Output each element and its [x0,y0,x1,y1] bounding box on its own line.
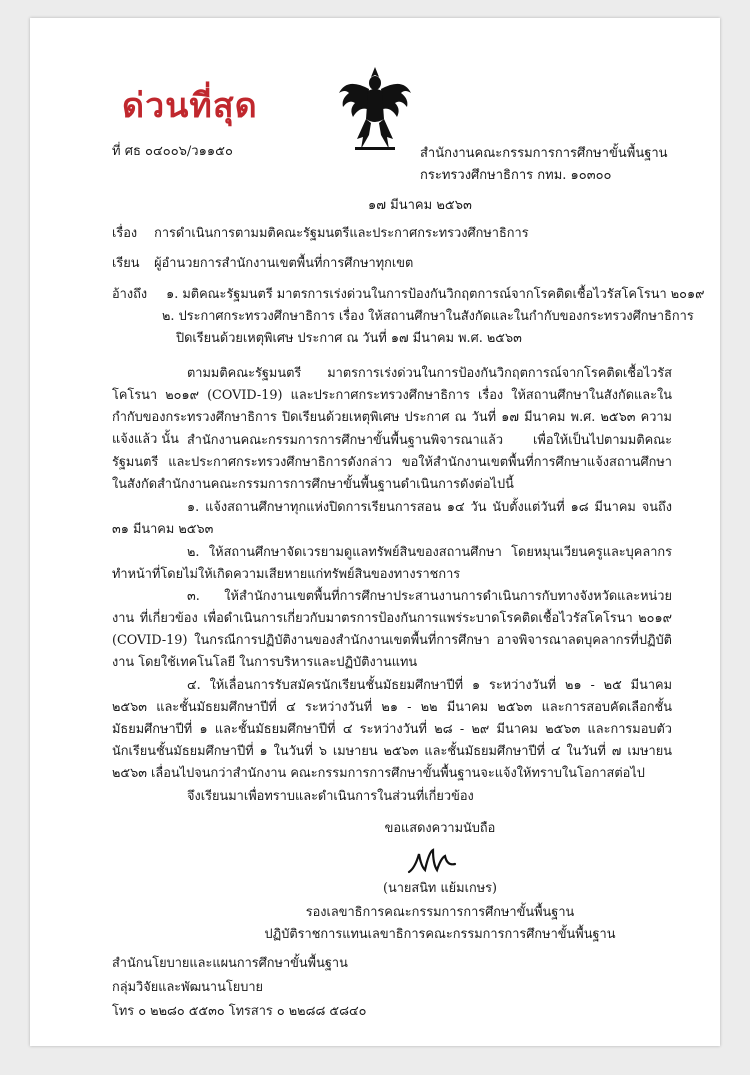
urgency-stamp: ด่วนที่สุด [122,86,258,126]
issuer-address: กระทรวงศึกษาธิการ กทม. ๑๐๓๐๐ [420,168,612,183]
signer-position-1: รองเลขาธิการคณะกรรมการการศึกษาขั้นพื้นฐาน [305,905,575,920]
recipient-line [112,253,413,275]
reference-1: ๑. มติคณะรัฐมนตรี มาตรการเร่งด่วนในการป้องกันวิกฤตการณ์จากโรคติดเชื้อไวรัสโคโรนา ๒๐๑๙ [166,287,705,302]
signer-position-2: ปฏิบัติราชการแทนเลขาธิการคณะกรรมการการศึกษาขั้นพื้นฐาน [264,927,616,942]
recipient-text: ผู้อำนวยการสำนักงานเขตพื้นที่การศึกษาทุกเขต [154,256,414,271]
reference-label: อ้างถึง [112,287,148,302]
document-number: ที่ ศธ ๐๔๐๐๖/ว๑๑๕๐ [112,144,233,159]
body-item-3: ๓. ให้สำนักงานเขตพื้นที่การศึกษาประสานงานการดำเนินการกับทางจังหวัดและหน่วยงาน ที่เกี่ยวข้อง เพื่อดำเนินการเกี่ยวกับมาตรการป้องกันการแพร่ระบาดโรคติดเชื้อไวรัสโคโรนา ๒๐๑๙ (COVID-19) ในกรณีการปฏิบัติงานของสำนักงานเขตพื้นที่การศึกษา อาจพิจารณาลดบุคลากรที่ปฏิบัติงาน โดยใช้เทคโนโลยี ในการบริหารและปฏิบัติงานแทน [112,589,672,670]
body-closing: จึงเรียนมาเพื่อทราบและดำเนินการในส่วนที่เกี่ยวข้อง [187,789,474,804]
issuer-office: สำนักงานคณะกรรมการการศึกษาขั้นพื้นฐาน [420,146,668,161]
reference-2-line-2: ปิดเรียนด้วยเหตุพิเศษ ประกาศ ณ วันที่ ๑๗ มีนาคม พ.ศ. ๒๕๖๓ [176,331,522,346]
subject-label: เรื่อง [112,226,138,241]
body-item-1: ๑. แจ้งสถานศึกษาทุกแห่งปิดการเรียนการสอน ๑๔ วัน นับตั้งแต่วันที่ ๑๘ มีนาคม จนถึง ๓๑ มีนาคม ๒๕๖๓ [112,500,672,537]
document-page [30,18,720,1046]
body-paragraph-1: ตามมติคณะรัฐมนตรี มาตรการเร่งด่วนในการป้องกันวิกฤตการณ์จากโรคติดเชื้อไวรัสโคโรนา ๒๐๑๙ (COVID-19) และประกาศกระทรวงศึกษาธิการ เรื่อง ให้สถานศึกษาในสังกัดและในกำกับของกระทรวงศึกษาธิการ ปิดเรียนด้วยเหตุพิเศษ ประกาศ ณ วันที่ ๑๗ มีนาคม พ.ศ. ๒๕๖๓ ความแจ้งแล้ว นั้น [112,366,672,447]
signer-name: (นายสนิท แย้มเกษร) [382,881,498,896]
document-date: ๑๗ มีนาคม ๒๕๖๓ [368,198,472,213]
footer-division: สำนักนโยบายและแผนการศึกษาขั้นพื้นฐาน [112,956,348,971]
garuda-emblem-icon [335,63,415,153]
reference-line-1 [112,284,704,306]
recipient-label: เรียน [112,256,140,271]
subject-line [112,223,529,245]
subject-text: การดำเนินการตามมติคณะรัฐมนตรีและประกาศกระทรวงศึกษาธิการ [154,226,529,241]
footer-contact: โทร ๐ ๒๒๘๐ ๕๕๓๐ โทรสาร ๐ ๒๒๘๘ ๕๘๔๐ [112,1004,367,1019]
footer-group: กลุ่มวิจัยและพัฒนานโยบาย [112,980,264,995]
handwritten-signature-icon [405,844,465,878]
reference-2-line-1: ๒. ประกาศกระทรวงศึกษาธิการ เรื่อง ให้สถานศึกษาในสังกัดและในกำกับของกระทรวงศึกษาธิการ [162,309,694,324]
body-paragraph-2: สำนักงานคณะกรรมการการศึกษาขั้นพื้นฐานพิจารณาแล้ว เพื่อให้เป็นไปตามมติคณะรัฐมนตรี และประกาศกระทรวงศึกษาธิการดังกล่าว ขอให้สำนักงานเขตพื้นที่การศึกษาแจ้งสถานศึกษาในสังกัดสำนักงานคณะกรรมการการศึกษาขั้นพื้นฐานดำเนินการดังต่อไปนี้ [112,433,672,492]
body-item-4: ๔. ให้เลื่อนการรับสมัครนักเรียนชั้นมัธยมศึกษาปีที่ ๑ ระหว่างวันที่ ๒๑ - ๒๕ มีนาคม ๒๕๖๓ และชั้นมัธยมศึกษาปีที่ ๔ ระหว่างวันที่ ๒๑ - ๒๒ มีนาคม ๒๕๖๓ และการสอบคัดเลือกชั้นมัธยมศึกษาปีที่ ๑ และชั้นมัธยมศึกษาปีที่ ๔ ระหว่างวันที่ ๒๘ - ๒๙ มีนาคม ๒๕๖๓ และการมอบตัวนักเรียนชั้นมัธยมศึกษาปีที่ ๑ ในวันที่ ๖ เมษายน ๒๕๖๓ และชั้นมัธยมศึกษาปีที่ ๔ ในวันที่ ๗ เมษายน ๒๕๖๓ เลื่อนไปจนกว่าสำนักงาน คณะกรรมการการศึกษาขั้นพื้นฐานจะแจ้งให้ทราบในโอกาสต่อไป [112,678,672,781]
body-item-2: ๒. ให้สถานศึกษาจัดเวรยามดูแลทรัพย์สินของสถานศึกษา โดยหมุนเวียนครูและบุคลากร ทำหน้าที่โดยไม่ให้เกิดความเสียหายแก่ทรัพย์สินของทางราชการ [112,545,672,582]
regards-text: ขอแสดงความนับถือ [384,821,496,836]
